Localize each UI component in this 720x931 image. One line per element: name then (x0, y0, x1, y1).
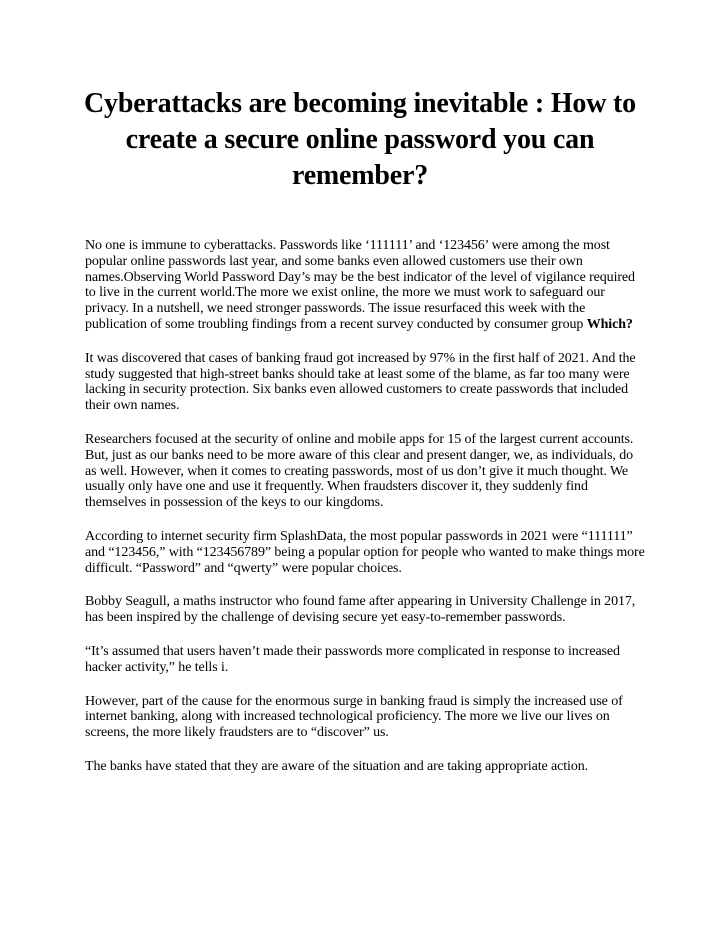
paragraph-6 (85, 644, 645, 676)
paragraph-3-text: Researchers focused at the security of online and mobile apps for 15 of the largest current accounts. But, just as our banks need to be more aware of this clear and present danger, we, as individuals, do as well. However, when it comes to creating passwords, most of us don’t give it much thought. We usually only have one and use it frequently. When fraudsters discover it, they suddenly find themselves in possession of the keys to our kingdoms. (85, 431, 634, 511)
paragraph-5-text: Bobby Seagull, a maths instructor who found fame after appearing in University Challenge in 2017, has been inspired by the challenge of devising secure yet easy-to-remember passwords. (85, 594, 636, 626)
paragraph-5 (85, 594, 645, 626)
paragraph-4 (85, 529, 645, 576)
paragraph-8-text: The banks have stated that they are aware of the situation and are taking appropriate action. (85, 758, 589, 774)
document-body (85, 238, 645, 793)
paragraph-1 (85, 238, 645, 333)
paragraph-7 (85, 694, 645, 741)
paragraph-2-text: It was discovered that cases of banking fraud got increased by 97% in the first half of 2021. And the study suggested that high-street banks should take at least some of the blame, as far too many were lacking in security protection. Six banks even allowed customers to create passwords that included their own names. (85, 350, 636, 414)
paragraph-3 (85, 432, 645, 511)
paragraph-2 (85, 351, 645, 414)
paragraph-1-text: No one is immune to cyberattacks. Passwords like ‘111111’ and ‘123456’ were among the most popular online passwords last year, and some banks even allowed customers use their own names.Observing World Password Day’s may be the best indicator of the level of vigilance required to live in the current world.The more we exist online, the more we must work to safeguard our privacy. In a nutshell, we need stronger passwords. The issue resurfaced this week with the publication of some troubling findings from a recent survey conducted by consumer group (85, 238, 635, 332)
paragraph-7-text: However, part of the cause for the enormous surge in banking fraud is simply the increased use of internet banking, along with increased technological proficiency. The more we live our lives on screens, the more likely fraudsters are to “discover” us. (85, 693, 623, 741)
document-title: Cyberattacks are becoming inevitable : How to create a secure online password you can remember? (84, 88, 636, 191)
survey-group-name: Which? (586, 316, 633, 332)
paragraph-8 (85, 759, 645, 775)
paragraph-6-text: “It’s assumed that users haven’t made their passwords more complicated in response to increased hacker activity,” he tells i. (85, 643, 620, 675)
paragraph-4-text: According to internet security firm SplashData, the most popular passwords in 2021 were “111111” and “123456,” with “123456789” being a popular option for people who wanted to make things more difficult. “Password” and “qwerty” were popular choices. (85, 528, 645, 576)
